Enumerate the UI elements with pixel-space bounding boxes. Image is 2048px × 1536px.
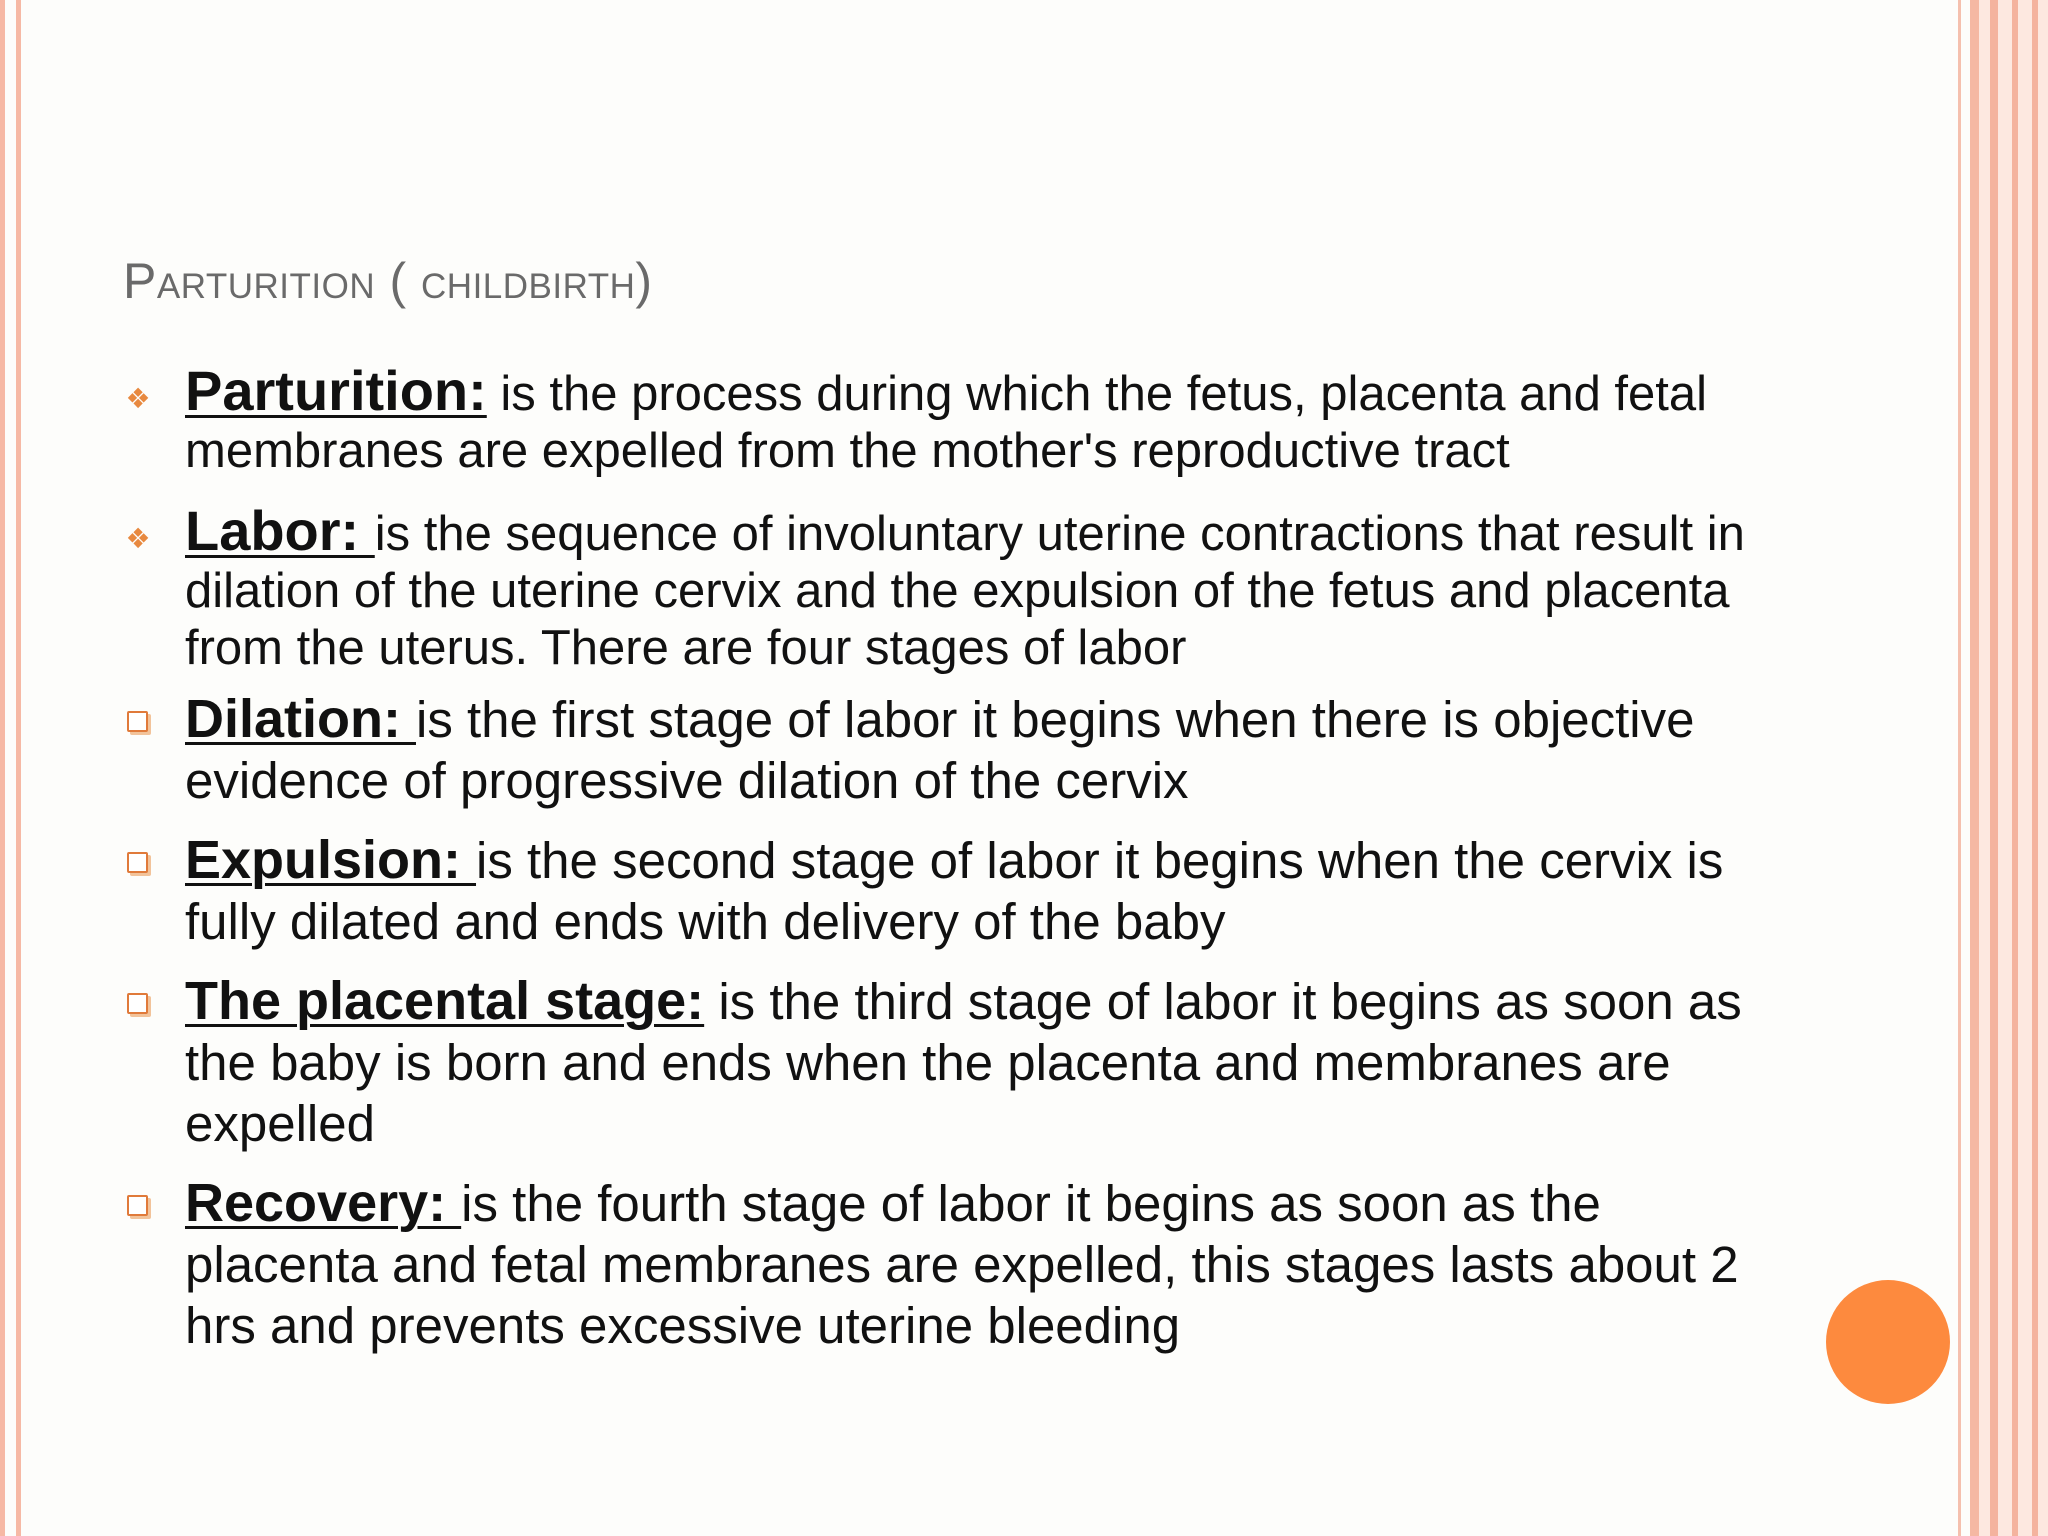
- definition-dilation: is the first stage of labor it begins when there is objective evidence of progressive dilation of the cervix: [185, 691, 1695, 809]
- right-border-line-2: [1970, 0, 1979, 1536]
- checkbox-bullet-icon: [127, 1195, 148, 1216]
- checkbox-bullet-icon: [127, 711, 148, 732]
- term-parturition: Parturition:: [185, 359, 487, 422]
- left-border-line: [0, 0, 5, 1536]
- definition-parturition: is the process during which the fetus, placenta and fetal membranes are expelled from the mother's reproductive tract: [185, 367, 1708, 478]
- list-item-placental-stage: [123, 971, 1763, 1154]
- term-labor: Labor:: [185, 499, 375, 562]
- definition-labor: is the sequence of involuntary uterine contractions that result in dilation of the uterine cervix and the expulsion of the fetus and placenta from the uterus. There are four stages of labor: [185, 507, 1745, 675]
- list-item-parturition: [123, 359, 1763, 480]
- definition-recovery: is the fourth stage of labor it begins as soon as the placenta and fetal membranes are expelled, this stages lasts about 2 hrs and prevents excessive uterine bleeding: [185, 1175, 1739, 1354]
- right-border-line-5: [2032, 0, 2038, 1536]
- list-item-expulsion: [123, 830, 1763, 952]
- right-border-line-3: [1990, 0, 1998, 1536]
- right-border-line-1: [1958, 0, 1961, 1536]
- left-border-line-inner: [16, 0, 21, 1536]
- right-border-line-4: [2012, 0, 2018, 1536]
- list-item-labor: [123, 499, 1763, 677]
- term-dilation: Dilation:: [185, 689, 416, 749]
- definition-placental-stage: is the third stage of labor it begins as soon as the baby is born and ends when the placenta and membranes are expelled: [185, 973, 1742, 1152]
- diamond-bullet-icon: ❖: [125, 383, 151, 414]
- list-item-dilation: [123, 689, 1763, 811]
- bullet-list: [123, 359, 1763, 1356]
- term-recovery: Recovery:: [185, 1173, 462, 1233]
- list-item-recovery: [123, 1173, 1763, 1356]
- slide-title: Parturition ( childbirth): [123, 253, 653, 309]
- definition-expulsion: is the second stage of labor it begins when the cervix is fully dilated and ends with delivery of the baby: [185, 832, 1724, 950]
- diamond-bullet-icon: ❖: [125, 523, 151, 554]
- checkbox-bullet-icon: [127, 993, 148, 1014]
- term-placental-stage: The placental stage:: [185, 971, 705, 1031]
- checkbox-bullet-icon: [127, 852, 148, 873]
- orange-circle-decoration: [1826, 1280, 1950, 1404]
- term-expulsion: Expulsion:: [185, 830, 477, 890]
